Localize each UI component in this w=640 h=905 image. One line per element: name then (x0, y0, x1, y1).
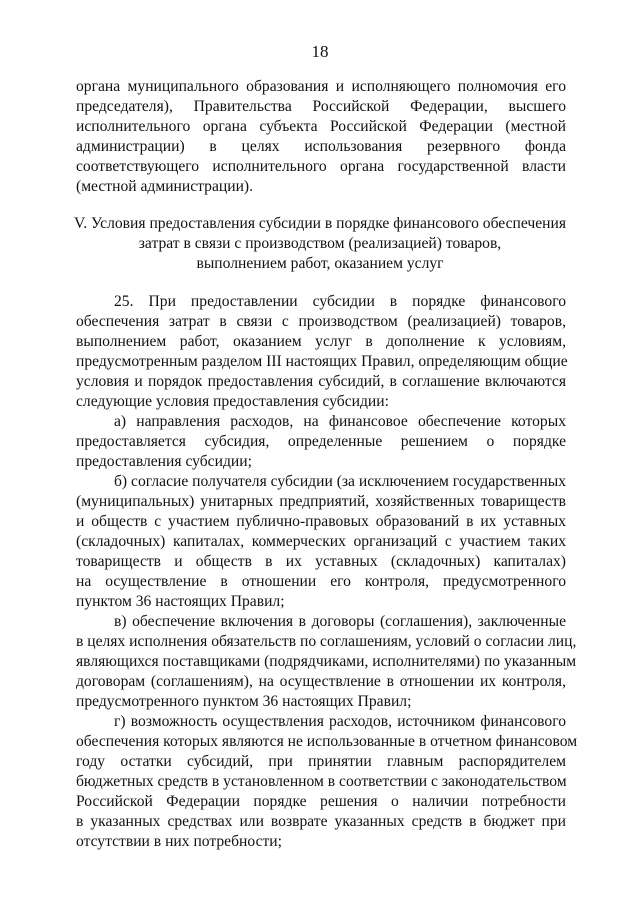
subitem-b-line: б) согласие получателя субсидии (за исключением государственных (114, 473, 566, 490)
subitem-g-line: бюджетных средств в установленном в соответствии с законодательством (76, 773, 567, 790)
intro-line: органа муниципального образования и исполняющего полномочия его (76, 78, 566, 95)
item-25-line: условия и порядок предоставления субсидий, в соглашение включаются (76, 373, 566, 390)
item-25-line: обеспечения затрат в связи с производством (реализацией) товаров, (76, 313, 566, 330)
subitem-b-line: на осуществление в отношении его контроля, предусмотренного (76, 573, 566, 590)
page-number: 18 (311, 42, 329, 61)
subitem-b-line: (складочных) капиталах, коммерческих организаций с участием таких (76, 533, 566, 550)
subitem-b-line: пунктом 36 настоящих Правил; (76, 593, 285, 610)
subitem-v-line: договорам (соглашениям), на осуществление в отношении их контроля, (76, 673, 566, 690)
item-25-line: предусмотренным разделом III настоящих Правил, определяющим общие (76, 353, 568, 370)
subitem-b-line: и обществ с участием публично-правовых образований в их уставных (76, 513, 566, 530)
subitem-g-line: обеспечения которых являются не использованные в отчетном финансовом (76, 733, 578, 750)
subitem-a-line: а) направления расходов, на финансовое обеспечение которых (114, 413, 566, 430)
section-heading-line: затрат в связи с производством (реализацией) товаров, (138, 235, 502, 252)
subitem-v-line: в) обеспечение включения в договоры (соглашения), заключенные (114, 613, 566, 630)
subitem-v-line: предусмотренного пунктом 36 настоящих Правил; (76, 693, 412, 710)
subitem-a-line: предоставления субсидии; (76, 453, 252, 470)
intro-line: председателя), Правительства Российской Федерации, высшего (76, 98, 566, 115)
subitem-v-line: в целях исполнения обязательств по соглашениям, условий о согласии лиц, (76, 633, 577, 650)
subitem-g-line: в указанных средствах или возврате указанных средств в бюджет при (76, 813, 566, 830)
subitem-a-line: предоставляется субсидия, определенные решением о порядке (76, 433, 566, 450)
intro-line: (местной администрации). (76, 178, 254, 195)
subitem-b-line: товариществ и обществ в их уставных (складочных) капиталах) (76, 553, 566, 570)
subitem-g-line: году остатки субсидий, при принятии главным распорядителем (76, 753, 566, 770)
section-heading-line: выполнением работ, оказанием услуг (196, 255, 444, 272)
subitem-b-line: (муниципальных) унитарных предприятий, хозяйственных товариществ (76, 493, 566, 510)
item-25-line: выполнением работ, оказанием услуг в дополнение к условиям, (76, 333, 566, 350)
item-25-line: 25. При предоставлении субсидии в порядке финансового (114, 293, 566, 310)
intro-line: соответствующего исполнительного органа государственной власти (76, 158, 566, 175)
intro-line: администрации) в целях использования резервного фонда (76, 138, 566, 155)
subitem-g-line: Российской Федерации порядке решения о наличии потребности (76, 793, 566, 810)
section-heading-line: V. Условия предоставления субсидии в порядке финансового обеспечения (73, 215, 567, 232)
subitem-g-line: г) возможность осуществления расходов, источником финансового (114, 713, 566, 730)
subitem-g-line: отсутствии в них потребности; (76, 833, 282, 850)
item-25-line: следующие условия предоставления субсидии: (76, 393, 389, 410)
intro-line: исполнительного органа субъекта Российской Федерации (местной (76, 118, 566, 135)
subitem-v-line: являющихся поставщиками (подрядчиками, исполнителями) по указанным (76, 653, 577, 670)
